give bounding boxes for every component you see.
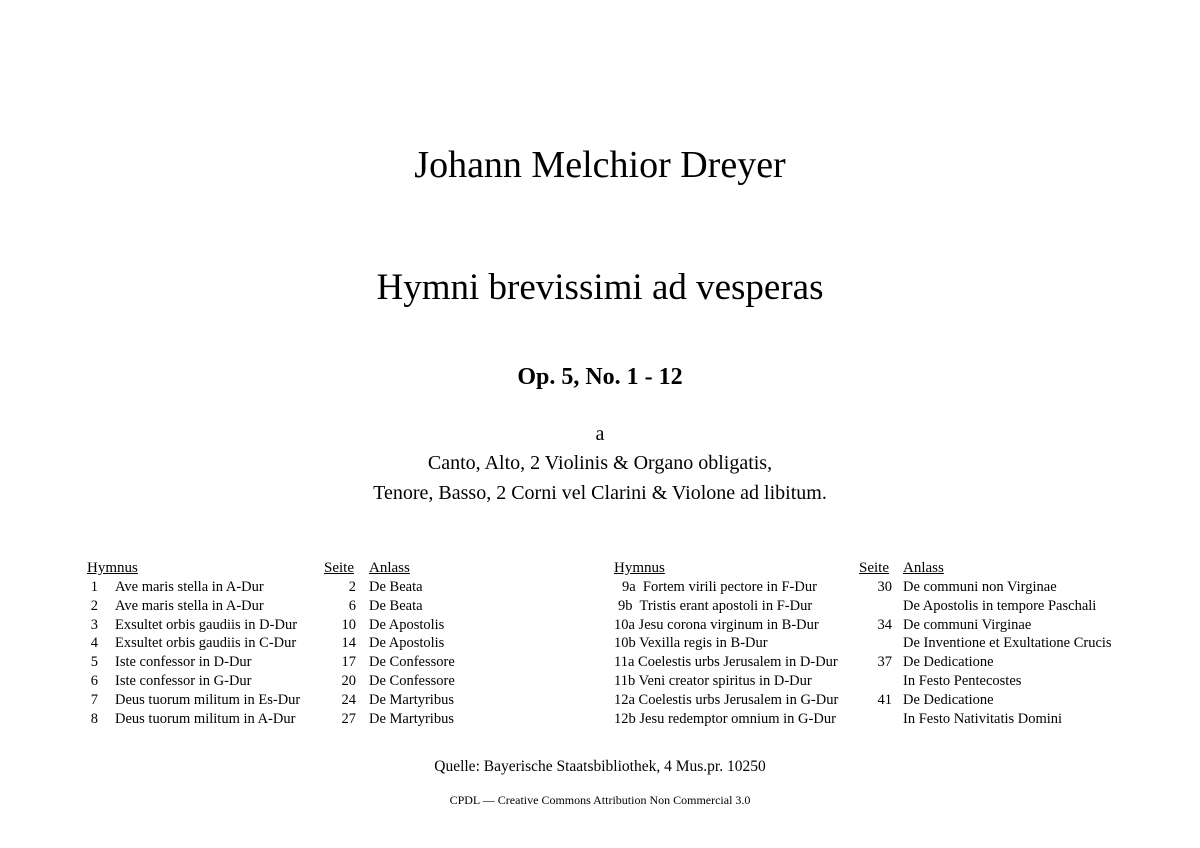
hymn-occasion: De Beata bbox=[369, 579, 423, 595]
hymn-title: Ave maris stella in A-Dur bbox=[115, 597, 264, 614]
hymn-occasion: De Beata bbox=[369, 597, 423, 614]
hymn-number: 5 bbox=[90, 654, 98, 671]
hymn-number: 2 bbox=[90, 597, 98, 614]
hymn-title: Deus tuorum militum in A-Dur bbox=[115, 710, 296, 727]
hymn-title: 12b Jesu redemptor omnium in G-Dur bbox=[614, 710, 836, 727]
hymn-page: 41 bbox=[877, 691, 892, 708]
hymn-page: 14 bbox=[341, 635, 356, 652]
hymn-page: 2 bbox=[348, 579, 356, 595]
hymn-title: Iste confessor in D-Dur bbox=[115, 654, 252, 671]
hymn-title: Iste confessor in G-Dur bbox=[115, 672, 252, 689]
hymn-title: 10b Vexilla regis in B-Dur bbox=[614, 635, 768, 652]
hymn-occasion: De Martyribus bbox=[369, 691, 454, 708]
composer-name: Johann Melchior Dreyer bbox=[414, 144, 786, 186]
hymn-title: 10a Jesu corona virginum in B-Dur bbox=[614, 616, 819, 633]
hymn-page: 24 bbox=[341, 691, 356, 708]
hymn-title: Exsultet orbis gaudiis in D-Dur bbox=[115, 616, 298, 633]
hymn-page: 20 bbox=[341, 672, 356, 689]
table-row bbox=[76, 634, 516, 653]
table-row bbox=[76, 616, 516, 635]
left-header-hymnus: Hymnus bbox=[87, 560, 138, 576]
hymn-occasion: De Apostolis bbox=[369, 635, 445, 652]
right-header-hymnus: Hymnus bbox=[614, 560, 665, 576]
hymn-page: 6 bbox=[348, 597, 356, 614]
hymn-title: 11b Veni creator spiritus in D-Dur bbox=[614, 672, 812, 689]
hymn-occasion: De Inventione et Exultatione Crucis bbox=[903, 635, 1112, 652]
license-note: CPDL — Creative Commons Attribution Non Commercial 3.0 bbox=[449, 793, 751, 807]
hymn-number: 8 bbox=[90, 710, 98, 727]
table-row bbox=[614, 578, 1184, 597]
right-header-seite: Seite bbox=[859, 560, 889, 576]
right-header-anlass: Anlass bbox=[903, 560, 944, 576]
hymn-number: 6 bbox=[90, 672, 98, 689]
table-row bbox=[614, 634, 1184, 653]
hymn-number: 1 bbox=[90, 579, 98, 595]
left-header-seite: Seite bbox=[324, 560, 354, 576]
opus-number: Op. 5, No. 1 - 12 bbox=[517, 364, 683, 390]
table-row bbox=[76, 672, 516, 691]
hymn-occasion: De Dedicatione bbox=[903, 654, 994, 671]
table-row bbox=[76, 597, 516, 616]
hymn-page: 37 bbox=[877, 654, 892, 671]
table-row bbox=[614, 672, 1184, 691]
table-row bbox=[614, 653, 1184, 672]
table-row bbox=[76, 578, 516, 597]
hymn-number: 7 bbox=[90, 691, 98, 708]
hymn-title: 9b Tristis erant apostoli in F-Dur bbox=[618, 597, 813, 614]
hymn-title: Ave maris stella in A-Dur bbox=[115, 579, 264, 595]
hymn-page: 17 bbox=[341, 654, 356, 671]
hymn-occasion: In Festo Pentecostes bbox=[903, 672, 1022, 689]
hymn-occasion: De communi non Virginae bbox=[903, 579, 1057, 595]
hymn-page: 27 bbox=[341, 710, 356, 727]
table-row bbox=[76, 653, 516, 672]
hymn-title: Deus tuorum militum in Es-Dur bbox=[115, 691, 301, 708]
hymn-occasion: De Dedicatione bbox=[903, 691, 994, 708]
source-note: Quelle: Bayerische Staatsbibliothek, 4 Mus.pr. 10250 bbox=[434, 758, 766, 775]
hymn-page: 34 bbox=[877, 616, 892, 633]
table-row bbox=[614, 691, 1184, 710]
table-row bbox=[614, 710, 1184, 729]
hymn-number: 3 bbox=[90, 616, 98, 633]
hymn-occasion: De Confessore bbox=[369, 654, 455, 671]
hymn-occasion: De Apostolis in tempore Paschali bbox=[903, 597, 1097, 614]
table-row bbox=[76, 710, 516, 729]
hymn-occasion: De communi Virginae bbox=[903, 616, 1032, 633]
table-row bbox=[614, 616, 1184, 635]
hymn-page: 10 bbox=[341, 616, 356, 633]
hymn-number: 4 bbox=[90, 635, 98, 652]
hymn-occasion: De Martyribus bbox=[369, 710, 454, 727]
left-table bbox=[76, 578, 516, 728]
hymn-title: 11a Coelestis urbs Jerusalem in D-Dur bbox=[614, 654, 838, 671]
scoring-line-2: Tenore, Basso, 2 Corni vel Clarini & Violone ad libitum. bbox=[373, 482, 827, 504]
hymn-title: 12a Coelestis urbs Jerusalem in G-Dur bbox=[614, 691, 839, 708]
scoring-line-1: Canto, Alto, 2 Violinis & Organo obligatis, bbox=[427, 452, 773, 474]
table-row bbox=[614, 597, 1184, 616]
hymn-title: Exsultet orbis gaudiis in C-Dur bbox=[115, 635, 297, 652]
hymn-occasion: De Confessore bbox=[369, 672, 455, 689]
hymn-title: 9a Fortem virili pectore in F-Dur bbox=[622, 579, 817, 595]
hymn-occasion: De Apostolis bbox=[369, 616, 445, 633]
right-table bbox=[614, 578, 1184, 728]
scoring-preposition: a bbox=[595, 423, 605, 445]
left-header-anlass: Anlass bbox=[369, 560, 410, 576]
table-row bbox=[76, 691, 516, 710]
hymn-page: 30 bbox=[877, 579, 892, 595]
work-title: Hymni brevissimi ad vesperas bbox=[376, 267, 824, 308]
hymn-occasion: In Festo Nativitatis Domini bbox=[903, 710, 1063, 727]
